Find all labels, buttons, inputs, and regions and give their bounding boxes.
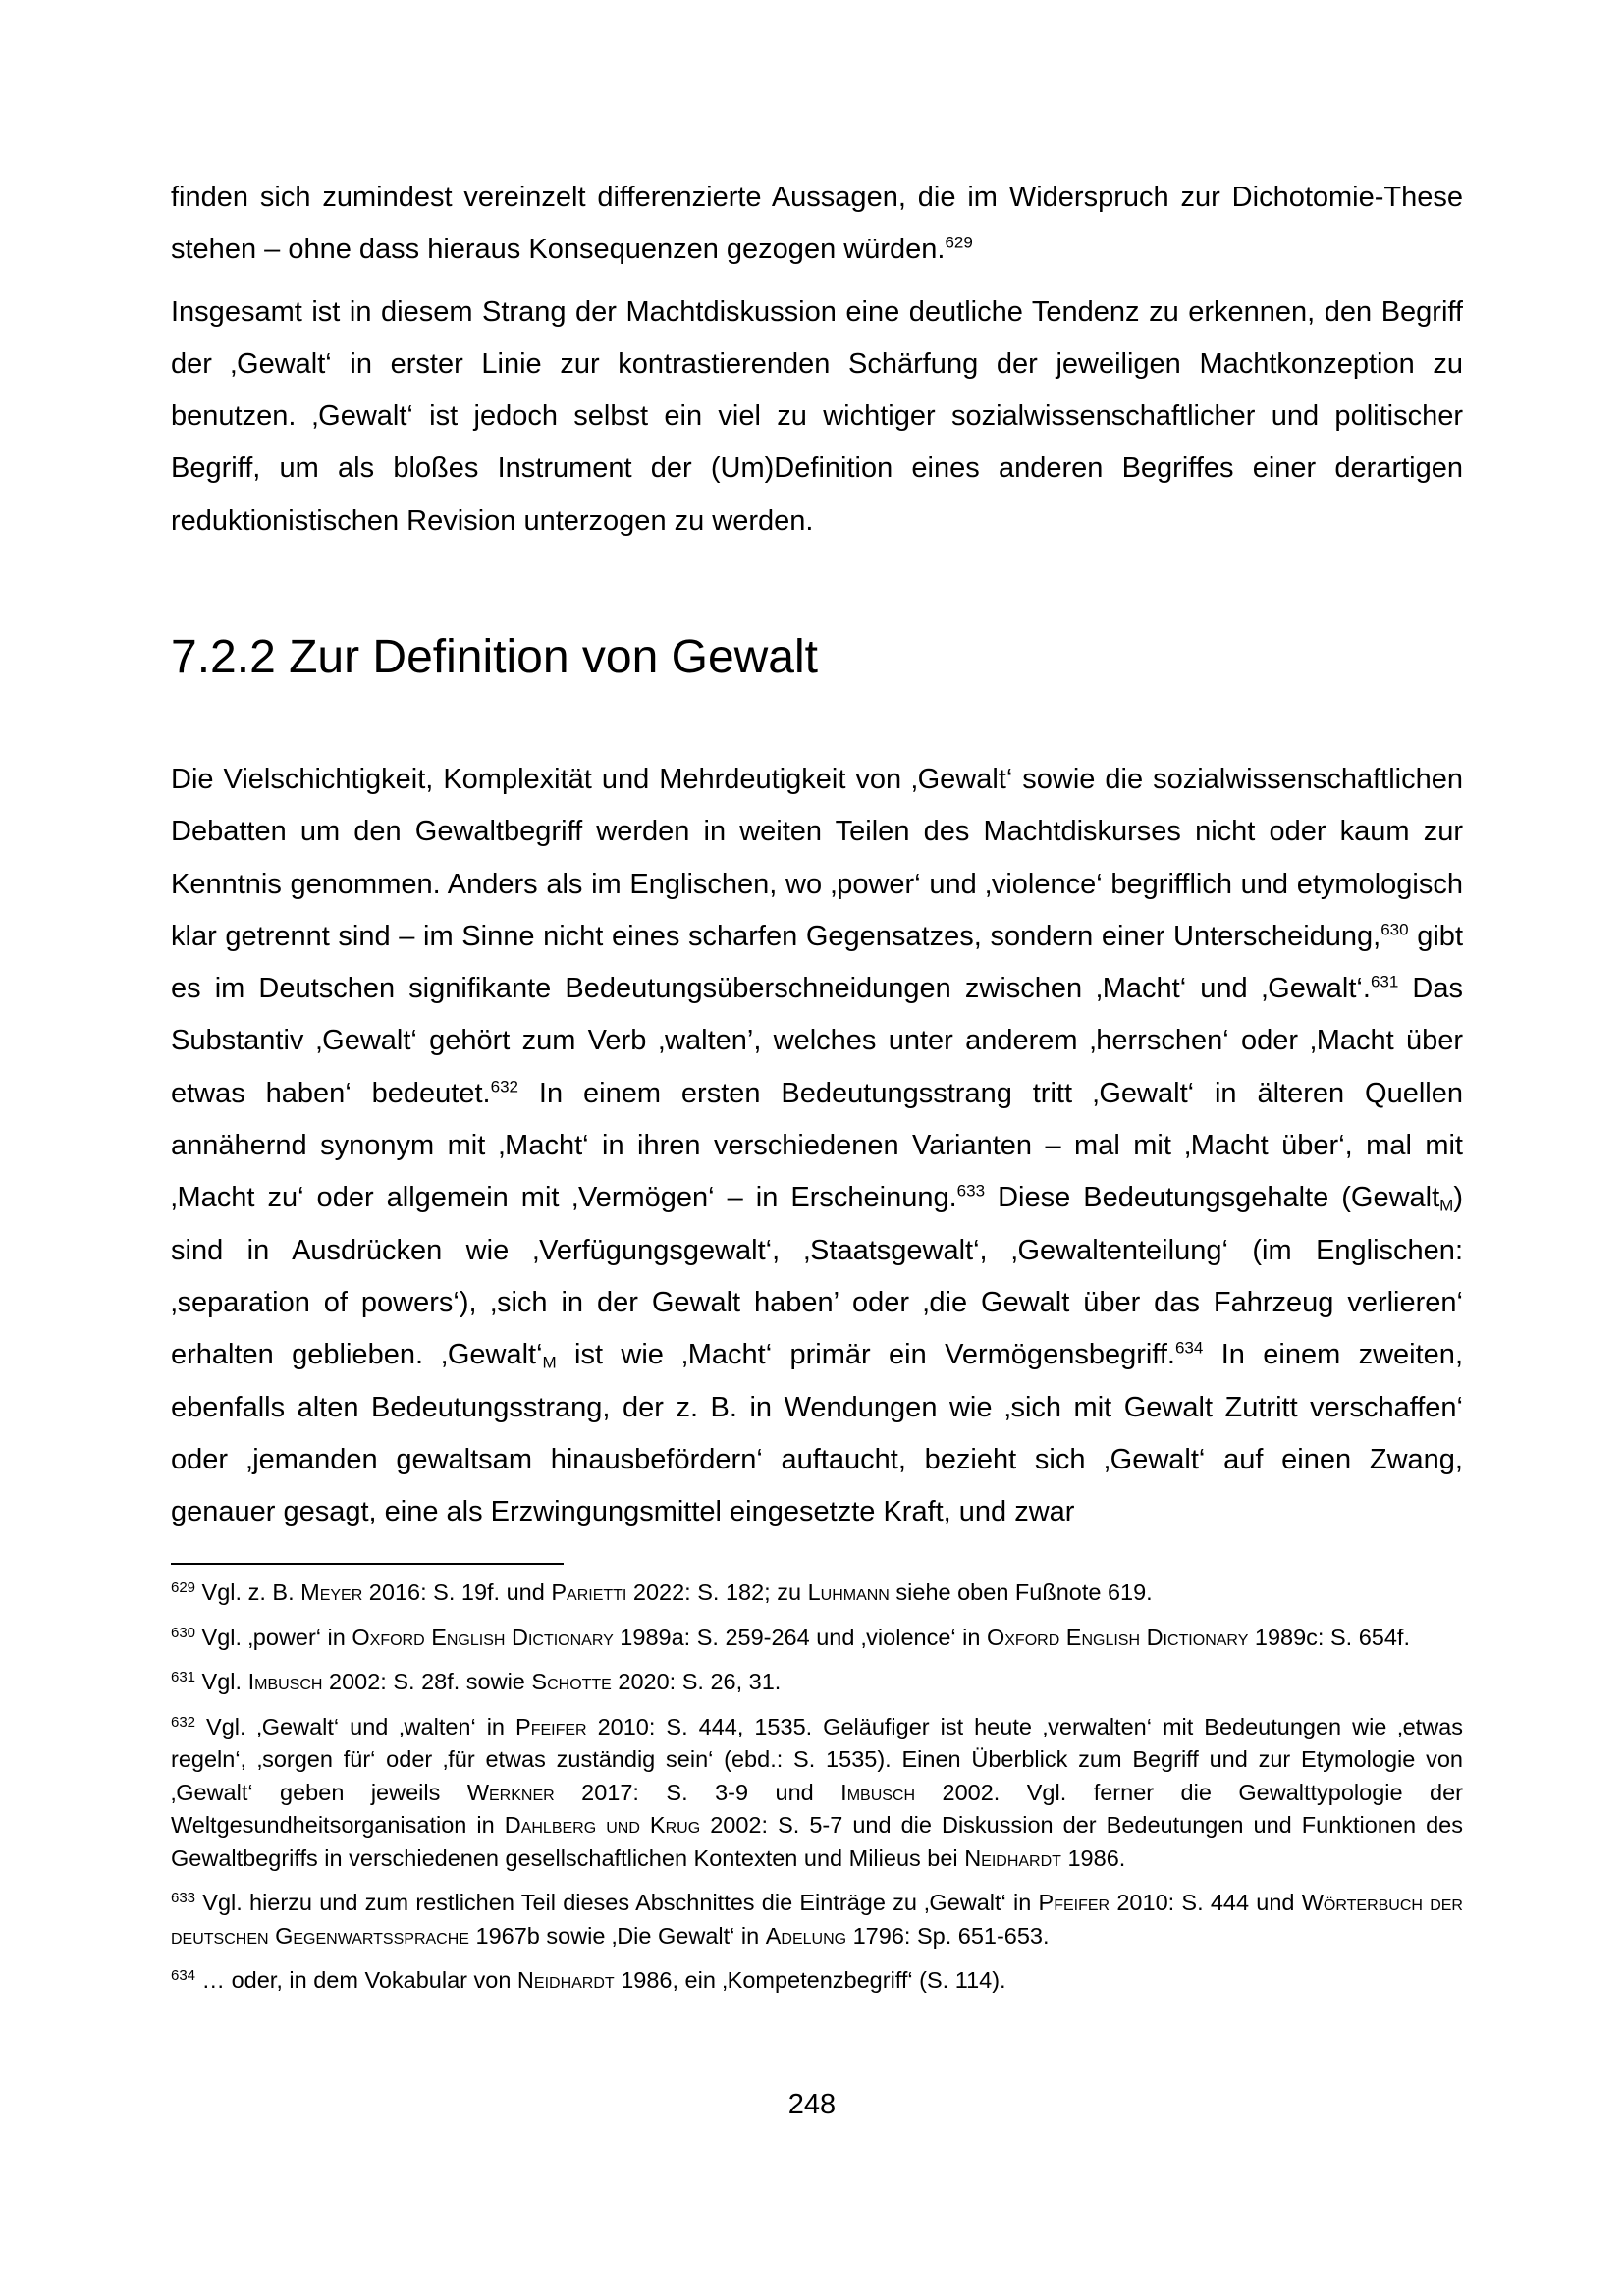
paragraph-3: Die Vielschichtigkeit, Komplexität und Mehrdeutigkeit von ‚Gewalt‘ sowie die sozialwissenschaftlichen Debatten um den Gewaltbegriff werden in weiten Teilen des Machtdiskurses nicht oder kaum zur Kenntnis genommen. Anders als im Englischen, wo ‚power‘ und ‚violence‘ begrifflich und etymologisch klar getrennt sind – im Sinne nicht eines scharfen Gegensatzes, sondern einer Unterscheidung,$^{630}$ gibt es im Deutschen signifikante Bedeutungsüberschneidungen zwischen ‚Macht‘ und ‚Gewalt‘.$^{631}$ Das Substantiv ‚Gewalt‘ gehört zum Verb ‚walten’, welches unter anderem ‚herrschen‘ oder ‚Macht über etwas haben‘ bedeutet.$^{632}$ In einem ersten Bedeutungsstrang tritt ‚Gewalt‘ in älteren Quellen annähernd synonym mit ‚Macht‘ in ihren verschiedenen Varianten – mal mit ‚Macht über‘, mal mit ‚Macht zu‘ oder allgemein mit ‚Vermögen‘ – in Erscheinung.$^{633}$ Diese Bedeutungsgehalte (Gewalt$_M$) sind in Ausdrücken wie ‚Verfügungsgewalt‘, ‚Staatsgewalt‘, ‚Gewaltenteilung‘ (im Englischen: ‚separation of powers‘), ‚sich in der Gewalt haben’ oder ‚die Gewalt über das Fahrzeug verlieren‘ erhalten geblieben. $‚Gewalt‘_M$ ist wie ‚Macht‘ primär ein Vermögensbegriff.$^{634}$ In einem zweiten, ebenfalls alten Bedeutungsstrang, der z. B. in Wendungen wie ‚sich mit Gewalt Zutritt verschaffen‘ oder ‚jemanden gewaltsam hinausbefördern‘ auftaucht, bezieht sich ‚Gewalt‘ auf einen Zwang, genauer gesagt, eine als Erzwingungsmittel eingesetzte Kraft, und zwar <box>171 764 1464 1528</box>
footnotes <box>171 1576 1463 2009</box>
paragraph-1: finden sich zumindest vereinzelt differenzierte Aussagen, die im Widerspruch zur Dichotomie-These stehen – ohne dass hieraus Konsequenzen gezogen würden.$^{629}$ <box>171 182 1463 266</box>
footnote-630: $^{630}$ Vgl. ‚power‘ in Oxford English Dictionary 1989a: S. 259-264 und ‚violence‘ in Oxford English Dictionary 1989c: S. 654f. <box>171 1624 1410 1650</box>
footnote-ref-631[interactable]: 631 <box>1370 972 1399 991</box>
footnote-ref-632[interactable]: 632 <box>490 1077 518 1096</box>
footnote-ref-629[interactable]: 629 <box>945 233 973 252</box>
footnote-629: $^{629}$ Vgl. z. B. Meyer 2016: S. 19f. und Parietti 2022: S. 182; zu Luhmann siehe oben Fußnote 619. <box>171 1578 1153 1605</box>
footnote-632: $^{632}$ Vgl. ‚Gewalt‘ und ‚walten‘ in Pfeifer 2010: S. 444, 1535. Geläufiger ist heute ‚verwalten‘ mit Bedeutungen wie ‚etwas regeln‘, ‚sorgen für‘ oder ‚für etwas zuständig sein‘ (ebd.: S. 1535). Einen Überblick zum Begriff und zur Etymologie von ‚Gewalt‘ geben jeweils Werkner 2017: S. 3-9 und Imbusch 2002. Vgl. ferner die Gewalttypologie der Weltgesundheitsorganisation in Dahlberg und Krug 2002: S. 5-7 und die Diskussion der Bedeutungen und Funktionen des Gewaltbegriffs in verschiedenen gesellschaftlichen Kontexten und Milieus bei Neidhardt 1986. <box>171 1713 1463 1871</box>
footnote-631: $^{631}$ Vgl. Imbusch 2002: S. 28f. sowie Schotte 2020: S. 26, 31. <box>171 1668 782 1694</box>
body-text-top <box>171 172 1463 548</box>
footnote-ref-633[interactable]: 633 <box>956 1181 986 1201</box>
footnote-divider <box>171 1563 564 1565</box>
footnote-634: $^{634}$ … oder, in dem Vokabular von Neidhardt 1986, ein ‚Kompetenzbegriff‘ (S. 114). <box>171 1966 1006 1993</box>
page-number: 248 <box>787 2089 837 2120</box>
section-heading: 7.2.2 Zur Definition von Gewalt <box>171 631 818 683</box>
footnote-633: $^{633}$ Vgl. hierzu und zum restlichen Teil dieses Abschnittes die Einträge zu ‚Gewalt‘ in Pfeifer 2010: S. 444 und Wörterbuch der deutschen Gegenwartssprache 1967b sowie ‚Die Gewalt‘ in Adelung 1796: Sp. 651-653. <box>171 1889 1463 1949</box>
footnote-ref-630[interactable]: 630 <box>1380 920 1409 939</box>
paragraph-2: Insgesamt ist in diesem Strang der Machtdiskussion eine deutliche Tendenz zu erkennen, den Begriff der ‚Gewalt‘ in erster Linie zur kontrastierenden Schärfung der jeweiligen Machtkonzeption zu benutzen. ‚Gewalt‘ ist jedoch selbst ein viel zu wichtiger sozialwissenschaftlicher und politischer Begriff, um als bloßes Instrument der (Um)Definition eines anderen Begriffes einer derartigen reduktionistischen Revision unterzogen zu werden. <box>171 295 1463 537</box>
footnote-ref-634[interactable]: 634 <box>1174 1338 1204 1358</box>
